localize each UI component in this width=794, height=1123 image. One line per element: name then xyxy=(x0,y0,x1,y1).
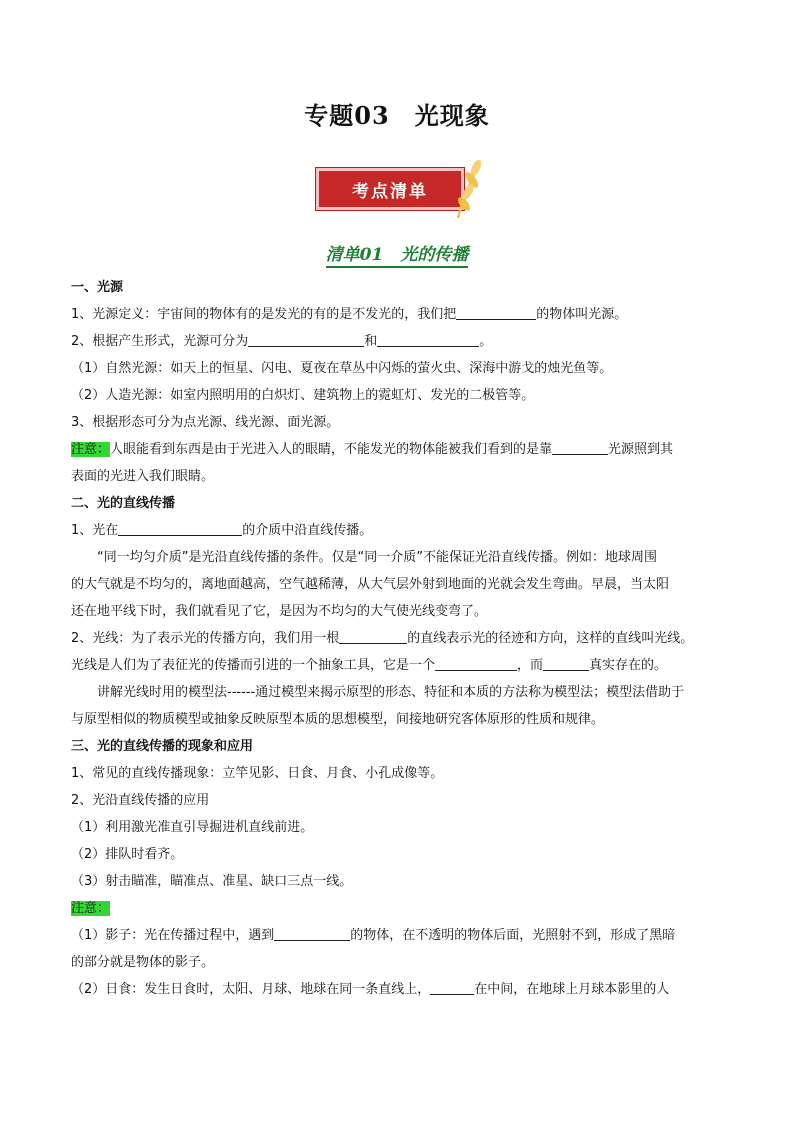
paragraph-line: 2、光线：为了表示光的传播方向，我们用一根 的直线表示光的径迹和方向，这样的直线叫光线。 xyxy=(71,625,722,652)
paragraph-line: 1、光源定义：宇宙间的物体有的是发光的有的是不发光的，我们把 的物体叫光源。 xyxy=(71,301,722,328)
paragraph-line: （1）影子：光在传播过程中，遇到 的物体，在不透明的物体后面，光照射不到，形成了黑暗 xyxy=(71,922,722,949)
fill-blank xyxy=(435,653,517,671)
fill-blank xyxy=(248,329,364,347)
paragraph-line: 2、光沿直线传播的应用 xyxy=(71,793,210,808)
wheat-leaf-icon xyxy=(450,156,486,220)
document-body xyxy=(71,274,722,1003)
heading-phenomena-applications: 三、光的直线传播的现象和应用 xyxy=(71,739,254,754)
paragraph-line: 讲解光线时用的模型法------通过模型来揭示原型的形态、特征和本质的方法称为模型法；模型法借助于 xyxy=(97,685,685,700)
paragraph-line: 注意：人眼能看到东西是由于光进入人的眼睛，不能发光的物体能被我们看到的是靠 光源照到其 xyxy=(71,436,722,463)
paragraph-line: 光线是人们为了表征光的传播而引进的一个抽象工具，它是一个 ，而 真实存在的。 xyxy=(71,652,722,679)
fill-blank xyxy=(543,653,589,671)
paragraph-line: （2）排队时看齐。 xyxy=(71,847,184,862)
paragraph-line: 1、光在 的介质中沿直线传播。 xyxy=(71,517,722,544)
paragraph-line: “同一均匀介质”是光沿直线传播的条件。仅是“同一介质”不能保证光沿直线传播。例如：地球周围 xyxy=(97,550,657,565)
paragraph-line: （2）日食：发生日食时，太阳、月球、地球在同一条直线上， 在中间，在地球上月球本影里的人 xyxy=(71,976,722,1003)
paragraph-line: 与原型相似的物质模型或抽象反映原型本质的思想模型，间接地研究客体原形的性质和规律。 xyxy=(71,712,605,727)
fill-blank xyxy=(118,518,242,536)
fill-blank xyxy=(430,977,474,995)
paragraph-line: 的大气就是不均匀的，离地面越高，空气越稀薄，从大气层外射到地面的光就会发生弯曲。早晨，当太阳 xyxy=(71,577,670,592)
paragraph-line xyxy=(71,895,722,922)
key-points-banner xyxy=(316,156,486,220)
heading-light-source: 一、光源 xyxy=(71,280,124,295)
paragraph-line: （3）射击瞄准，瞄准点、准星、缺口三点一线。 xyxy=(71,874,353,889)
fill-blank xyxy=(456,302,536,320)
paragraph-line: 1、常见的直线传播现象：立竿见影、日食、月食、小孔成像等。 xyxy=(71,766,444,781)
heading-rectilinear-propagation: 二、光的直线传播 xyxy=(71,496,176,511)
banner-label: 考点清单 xyxy=(352,181,428,202)
section-title xyxy=(0,240,794,265)
paragraph-line: （1）自然光源：如天上的恒星、闪电、夏夜在草丛中闪烁的萤火虫、深海中游戈的烛光鱼等。 xyxy=(71,361,613,376)
paragraph-line: 还在地平线下时，我们就看见了它，是因为不均匀的大气使光线变弯了。 xyxy=(71,604,488,619)
paragraph-line: （2）人造光源：如室内照明用的白炽灯、建筑物上的霓虹灯、发光的二极管等。 xyxy=(71,388,535,403)
note-highlight: 注意： xyxy=(71,901,111,916)
document-title: 专题03 光现象 xyxy=(304,101,490,130)
fill-blank xyxy=(552,437,608,455)
note-highlight: 注意： xyxy=(71,442,111,457)
paragraph-line: 3、根据形态可分为点光源、线光源、面光源。 xyxy=(71,415,340,430)
paragraph-line: 表面的光进入我们眼睛。 xyxy=(71,469,215,484)
banner-box xyxy=(316,168,464,210)
paragraph-line: 的部分就是物体的影子。 xyxy=(71,955,215,970)
section-title-text: 清单01 光的传播 xyxy=(326,245,469,268)
fill-blank xyxy=(377,329,479,347)
fill-blank xyxy=(339,626,407,644)
fill-blank xyxy=(274,923,350,941)
paragraph-line: （1）利用激光准直引导掘进机直线前进。 xyxy=(71,820,314,835)
paragraph-line: 2、根据产生形式，光源可分为 和 。 xyxy=(71,328,722,355)
